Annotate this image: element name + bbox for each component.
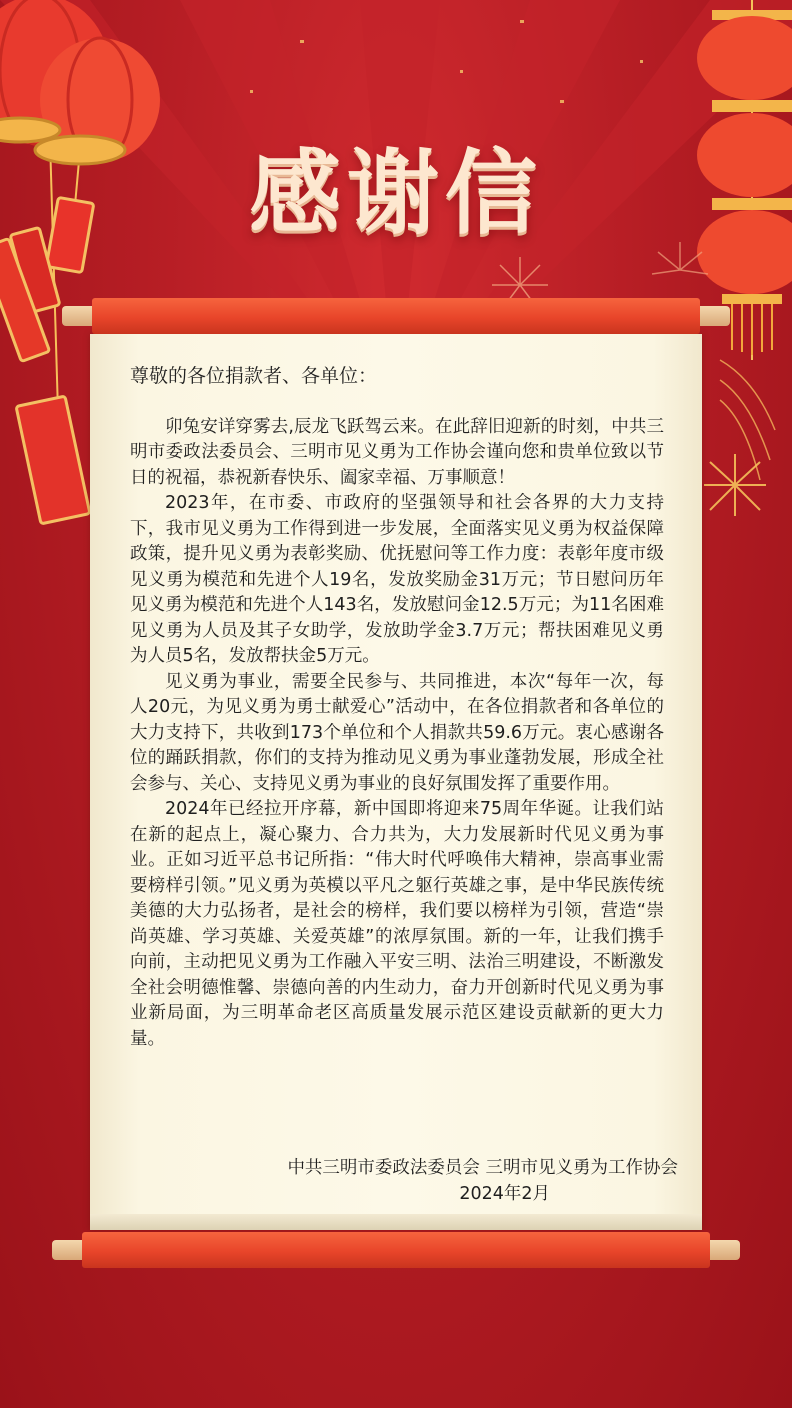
paragraph-donations: 见义勇为事业，需要全民参与、共同推进，本次“每年一次，每人20元，为见义勇为勇士献爱心”活动中，在各位捐款者和各单位的大力支持下，共收到173个单位和个人捐款共59.6万元。衷心感谢各位的踊跃捐款，你们的支持为推动见义勇为事业蓬勃发展，形成全社会参与、关心、支持见义勇为事业的良好氛围发挥了重要作用。 [130,671,664,794]
signature-date: 2024年2月 [459,1183,550,1204]
paragraph-achievements: 2023年，在市委、市政府的坚强领导和社会各界的大力支持下，我市见义勇为工作得到进一步发展，全面落实见义勇为权益保障政策，提升见义勇为表彰奖励、优抚慰问等工作力度：表彰年度市级见义勇为模范和先进个人19名，发放奖励金31万元；节日慰问历年见义勇为模范和先进个人143名，发放慰问金12.5万元；为11名困难见义勇为人员及其子女助学，发放助学金3.7万元；帮扶困难见义勇为人员5名，发放帮扶金5万元。 [130,493,664,666]
scroll-top-rod [62,298,730,334]
paragraph-greeting: 卯兔安详穿雾去,辰龙飞跃驾云来。在此辞旧迎新的时刻，中共三明市委政法委员会、三明市见义勇为工作协会谨向您和贵单位致以节日的祝福，恭祝新春快乐、阖家幸福、万事顺意！ [130,416,664,488]
firework-icon [700,450,770,520]
signature [130,1156,678,1207]
signature-organizations: 中共三明市委政法委员会 三明市见义勇为工作协会 [287,1158,678,1178]
paragraph-outlook: 2024年已经拉开序幕，新中国即将迎来75周年华诞。让我们站在新的起点上，凝心聚力、合力共为，大力发展新时代见义勇为事业。正如习近平总书记所指：“伟大时代呼唤伟大精神，崇高事业需要榜样引领。”见义勇为英模以平凡之躯行英雄之事，是中华民族传统美德的大力弘扬者，是社会的榜样，我们要以榜样为引领，营造“崇尚英雄、学习英雄、关爱英雄”的浓厚氛围。新的一年，让我们携手向前，主动把见义勇为工作融入平安三明、法治三明建设，不断激发全社会明德惟馨、崇德向善的内生动力，奋力开创新时代见义勇为事业新局面，为三明革命老区高质量发展示范区建设贡献新的更大力量。 [130,799,664,1049]
salutation: 尊敬的各位捐款者、各单位： [130,365,378,387]
scroll-paper-edge [90,1214,702,1230]
page-title: 感谢信 [248,139,543,247]
scroll-bottom-rod [52,1232,740,1268]
letter-body [130,360,664,1052]
